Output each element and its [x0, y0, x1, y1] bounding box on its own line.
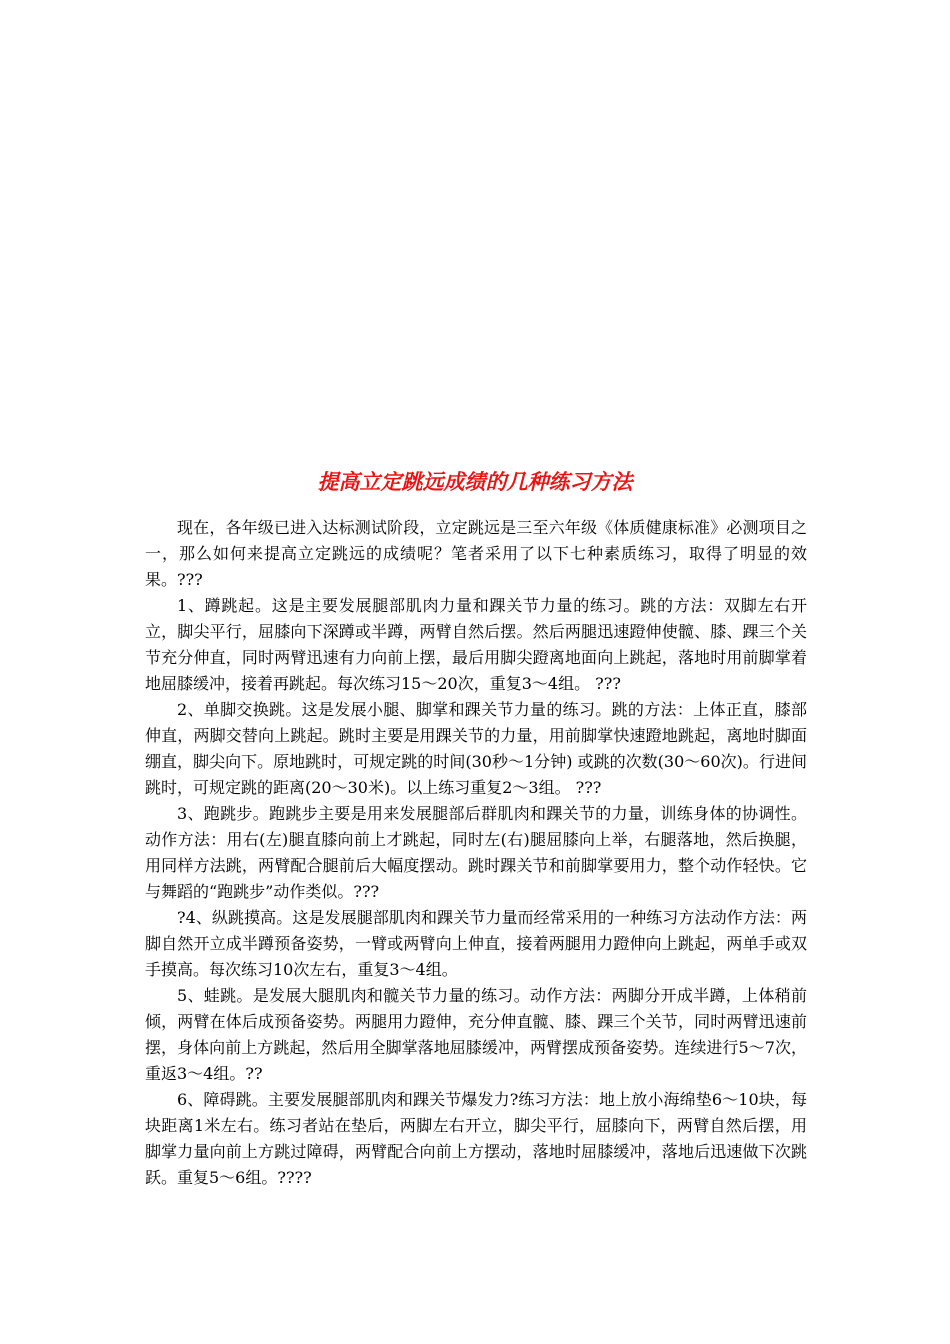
paragraph-squat-jump: 1、蹲跳起。这是主要发展腿部肌肉力量和踝关节力量的练习。跳的方法：双脚左右开立，脚尖平行，屈膝向下深蹲或半蹲，两臂自然后摆。然后两腿迅速蹬伸使髋、膝、踝三个关节充分伸直，同时两臂迅速有力向前上摆，最后用脚尖蹬离地面向上跳起，落地时用前脚掌着地屈膝缓冲，接着再跳起。每次练习15～20次，重复3～4组。 ??? — [145, 596, 807, 693]
paragraph-skip-step: 3、跑跳步。跑跳步主要是用来发展腿部后群肌肉和踝关节的力量，训练身体的协调性。动作方法：用右(左)腿直膝向前上才跳起，同时左(右)腿屈膝向上举，右腿落地，然后换腿，用同样方法跳，两臂配合腿前后大幅度摆动。跳时踝关节和前脚掌要用力，整个动作轻快。它与舞蹈的“跑跳步”动作类似。??? — [145, 804, 807, 901]
paragraph-obstacle-jump: 6、障碍跳。主要发展腿部肌肉和踝关节爆发力?练习方法：地上放小海绵垫6～10块，每块距离1米左右。练习者站在垫后，两脚左右开立，脚尖平行，屈膝向下，两臂自然后摆，用脚掌力量向前上方跳过障碍，两臂配合向前上方摆动，落地时屈膝缓冲，落地后迅速做下次跳跃。重复5～6组。???? — [145, 1090, 807, 1187]
paragraph-intro: 现在，各年级已进入达标测试阶段，立定跳远是三至六年级《体质健康标准》必测项目之一，那么如何来提高立定跳远的成绩呢？笔者采用了以下七种素质练习，取得了明显的效果。??? — [145, 518, 807, 589]
document-title: 提高立定跳远成绩的几种练习方法 — [317, 469, 633, 494]
paragraph-vertical-jump: ?4、纵跳摸高。这是发展腿部肌肉和踝关节力量而经常采用的一种练习方法动作方法：两脚自然开立成半蹲预备姿势，一臂或两臂向上伸直，接着两腿用力蹬伸向上跳起，两单手或双手摸高。每次练习10次左右，重复3～4组。 — [145, 908, 807, 979]
paragraph-single-leg-jump: 2、单脚交换跳。这是发展小腿、脚掌和踝关节力量的练习。跳的方法：上体正直，膝部伸直，两脚交替向上跳起。跳时主要是用踝关节的力量，用前脚掌快速蹬地跳起，离地时脚面绷直，脚尖向下。原地跳时，可规定跳的时间(30秒～1分钟) 或跳的次数(30～60次)。行进间跳时，可规定跳的距离(20～30米)。以上练习重复2～3组。 ??? — [145, 700, 807, 797]
document-body — [145, 515, 807, 1191]
paragraph-frog-jump: 5、蛙跳。是发展大腿肌肉和髋关节力量的练习。动作方法：两脚分开成半蹲，上体稍前倾，两臂在体后成预备姿势。两腿用力蹬伸，充分伸直髋、膝、踝三个关节，同时两臂迅速前摆，身体向前上方跳起，然后用全脚掌落地屈膝缓冲，两臂摆成预备姿势。连续进行5～7次，重返3～4组。?? — [145, 986, 807, 1083]
